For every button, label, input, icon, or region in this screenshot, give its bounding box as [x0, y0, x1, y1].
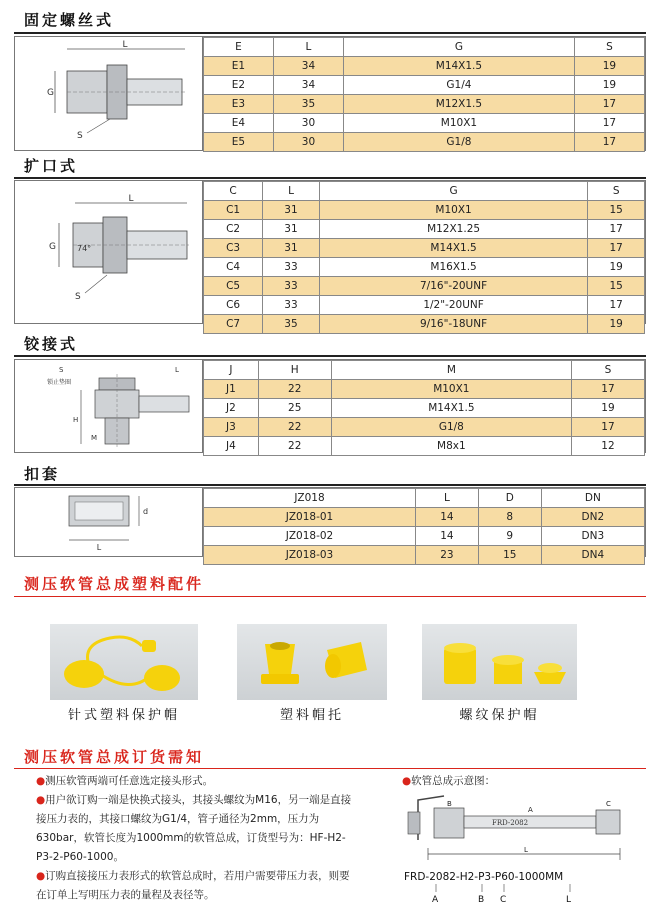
cell: M10X1: [344, 114, 575, 133]
table-cell: 33: [263, 296, 320, 315]
section-rule: [14, 177, 646, 179]
flare-fitting-drawing: [15, 181, 203, 323]
table-row: [204, 296, 645, 315]
table-cell: JZ018-03: [204, 546, 416, 565]
cell: 17: [574, 95, 644, 114]
table-cell: C5: [204, 277, 263, 296]
cell: 30: [273, 114, 343, 133]
table-cell: M14X1.5: [331, 399, 571, 418]
table-cell: C7: [204, 315, 263, 334]
caption-cap-holder: 塑料帽托: [279, 708, 344, 723]
svg-text:B: B: [478, 895, 485, 905]
dim-s-label: S: [77, 131, 83, 141]
bullet-icon: ●: [36, 870, 46, 882]
svg-text:A: A: [432, 895, 439, 905]
svg-text:74°: 74°: [77, 244, 92, 253]
table-row: [204, 220, 645, 239]
svg-text:L: L: [96, 543, 102, 552]
table-cell: DN2: [541, 508, 644, 527]
table-cell: 33: [263, 277, 320, 296]
header-cell: DN: [541, 489, 644, 508]
section-title-sleeve: 扣套: [24, 465, 61, 483]
header-cell: E: [204, 38, 274, 57]
hose-assembly-drawing: [400, 790, 650, 908]
svg-text:L: L: [566, 895, 572, 905]
order-title: 测压软管总成订货需知: [24, 748, 205, 766]
bullet-icon: ●: [402, 775, 412, 787]
note-item: ●订购直接接压力表形式的软管总成时，若用户需要带压力表，则要在订单上写明压力表的量程及表径等。: [36, 870, 350, 901]
table-cell: 15: [588, 201, 645, 220]
section-title-hinge: 铰接式: [24, 335, 79, 353]
header-cell: G: [319, 182, 588, 201]
order-notes: [36, 772, 352, 905]
table-cell: 17: [571, 418, 644, 437]
table-cell: 17: [588, 296, 645, 315]
table-cell: J2: [204, 399, 259, 418]
svg-text:G: G: [49, 242, 56, 252]
svg-text:C: C: [500, 895, 507, 905]
table-cell: 35: [263, 315, 320, 334]
table-row: [204, 277, 645, 296]
header-cell: G: [344, 38, 575, 57]
table-cell: 17: [588, 220, 645, 239]
cell: 34: [273, 76, 343, 95]
table-cell: J1: [204, 380, 259, 399]
table-cell: JZ018-02: [204, 527, 416, 546]
section-rule: [14, 484, 646, 486]
svg-text:L: L: [175, 366, 179, 374]
photo-cap-holder: [237, 624, 387, 700]
svg-text:S: S: [59, 366, 64, 374]
table-cell: 1/2"-20UNF: [319, 296, 588, 315]
dim-l-label: L: [122, 40, 128, 50]
table-row: [204, 399, 645, 418]
hinge-fitting-drawing: [15, 360, 203, 452]
table-row: [204, 418, 645, 437]
table-row: [204, 114, 645, 133]
cell: E1: [204, 57, 274, 76]
table-row: [204, 76, 645, 95]
table-cell: C2: [204, 220, 263, 239]
svg-text:锁止垫圈: 锁止垫圈: [47, 379, 72, 386]
table-cell: 12: [571, 437, 644, 456]
table-cell: M10X1: [319, 201, 588, 220]
svg-text:S: S: [75, 292, 81, 302]
header-cell: L: [263, 182, 320, 201]
model-code: FRD-2082-H2-P3-P60-1000MM: [404, 871, 564, 883]
section-rule: [14, 32, 646, 34]
table-cell: 19: [571, 399, 644, 418]
sleeve-table: [203, 488, 645, 565]
cell: M12X1.5: [344, 95, 575, 114]
table-cell: DN3: [541, 527, 644, 546]
caption-thread-cap: 螺纹保护帽: [459, 708, 540, 723]
table-cell: 15: [478, 546, 541, 565]
svg-text:d: d: [143, 507, 149, 516]
table-cell: C3: [204, 239, 263, 258]
header-cell: J: [204, 361, 259, 380]
table-cell: JZ018-01: [204, 508, 416, 527]
red-rule: [14, 596, 646, 597]
table-cell: M8x1: [331, 437, 571, 456]
sleeve-drawing: [15, 488, 203, 556]
table-row: [204, 258, 645, 277]
table-cell: DN4: [541, 546, 644, 565]
table-row: [204, 380, 645, 399]
table-row: [204, 95, 645, 114]
header-cell: S: [588, 182, 645, 201]
svg-text:C: C: [606, 800, 611, 808]
fixed-block: [14, 36, 646, 151]
svg-text:A: A: [528, 806, 533, 814]
table-cell: 22: [258, 437, 331, 456]
svg-text:L: L: [524, 846, 528, 854]
table-cell: 14: [415, 527, 478, 546]
header-cell: L: [273, 38, 343, 57]
table-cell: C4: [204, 258, 263, 277]
table-cell: 19: [588, 258, 645, 277]
table-cell: G1/8: [331, 418, 571, 437]
svg-text:L: L: [128, 194, 134, 204]
cell: 19: [574, 57, 644, 76]
table-row: [204, 315, 645, 334]
cell: 17: [574, 114, 644, 133]
header-cell: M: [331, 361, 571, 380]
table-row: [204, 133, 645, 152]
header-cell: D: [478, 489, 541, 508]
table-cell: M12X1.25: [319, 220, 588, 239]
section-title-flare: 扩口式: [24, 157, 79, 175]
table-row: [204, 437, 645, 456]
table-cell: 22: [258, 380, 331, 399]
table-row: [204, 201, 645, 220]
table-row: [204, 57, 645, 76]
table-cell: 22: [258, 418, 331, 437]
cell: 17: [574, 133, 644, 152]
sleeve-block: [14, 487, 646, 561]
table-cell: M14X1.5: [319, 239, 588, 258]
table-cell: C6: [204, 296, 263, 315]
section-rule: [14, 355, 646, 357]
hinge-table: [203, 360, 645, 456]
table-cell: 23: [415, 546, 478, 565]
fixed-diagram: [15, 37, 203, 150]
table-row: [204, 239, 645, 258]
table-cell: 9/16"-18UNF: [319, 315, 588, 334]
cell: 30: [273, 133, 343, 152]
flare-block: [14, 180, 646, 330]
cell: M14X1.5: [344, 57, 575, 76]
header-cell: S: [574, 38, 644, 57]
header-cell: L: [415, 489, 478, 508]
table-row: [204, 508, 645, 527]
svg-text:H: H: [73, 416, 79, 424]
hose-diagram-title: ●软管总成示意图：: [402, 775, 496, 787]
table-cell: 7/16"-20UNF: [319, 277, 588, 296]
cell: G1/8: [344, 133, 575, 152]
cell: 19: [574, 76, 644, 95]
sleeve-diagram: [15, 488, 203, 556]
cell: G1/4: [344, 76, 575, 95]
plastic-title: 测压软管总成塑料配件: [24, 575, 205, 593]
red-rule: [14, 768, 646, 769]
table-row: [204, 527, 645, 546]
header-cell: S: [571, 361, 644, 380]
note-item: ●测压软管两端可任意选定接头形式。: [36, 775, 214, 787]
table-cell: M10X1: [331, 380, 571, 399]
section-title-fixed: 固定螺丝式: [24, 11, 115, 29]
table-cell: 33: [263, 258, 320, 277]
hose-print-text: FRD-2082: [492, 819, 529, 827]
header-cell: C: [204, 182, 263, 201]
cell: 34: [273, 57, 343, 76]
svg-text:M: M: [91, 434, 98, 442]
note-item: ●用户欲订购一端是快换式接头，其接头螺纹为M16，另一端是直接接压力表的，其接口螺纹为G1/4，管子通径为2mm，压力为630bar，软管长度为1000mm的软管总成，订货型号为：HF-H2-P3-2-P60-1000。: [36, 794, 352, 863]
fixed-table: [203, 37, 645, 152]
table-cell: 9: [478, 527, 541, 546]
caption-pin-cap: 针式塑料保护帽: [67, 708, 180, 723]
table-cell: 17: [571, 380, 644, 399]
table-cell: J4: [204, 437, 259, 456]
table-row: [204, 546, 645, 565]
table-cell: 15: [588, 277, 645, 296]
fixed-fitting-drawing: [15, 37, 203, 150]
header-cell: H: [258, 361, 331, 380]
cell: E3: [204, 95, 274, 114]
svg-text:B: B: [447, 800, 452, 808]
cell: 35: [273, 95, 343, 114]
bullet-icon: ●: [36, 794, 46, 806]
table-cell: C1: [204, 201, 263, 220]
flare-table: [203, 181, 645, 334]
table-cell: 19: [588, 315, 645, 334]
bullet-icon: ●: [36, 775, 46, 787]
table-cell: M16X1.5: [319, 258, 588, 277]
cell: E4: [204, 114, 274, 133]
table-cell: J3: [204, 418, 259, 437]
table-cell: 31: [263, 239, 320, 258]
table-header-row: [204, 38, 645, 57]
hinge-block: [14, 359, 646, 453]
table-cell: 14: [415, 508, 478, 527]
cell: E5: [204, 133, 274, 152]
hinge-diagram: [15, 360, 203, 452]
table-cell: 31: [263, 201, 320, 220]
cell: E2: [204, 76, 274, 95]
photo-thread-cap: [422, 624, 577, 700]
table-cell: 8: [478, 508, 541, 527]
table-cell: 31: [263, 220, 320, 239]
flare-diagram: [15, 181, 203, 323]
header-cell: JZ018: [204, 489, 416, 508]
table-cell: 25: [258, 399, 331, 418]
table-cell: 17: [588, 239, 645, 258]
dim-g-label: G: [47, 88, 54, 98]
photo-pin-cap: [50, 624, 198, 700]
